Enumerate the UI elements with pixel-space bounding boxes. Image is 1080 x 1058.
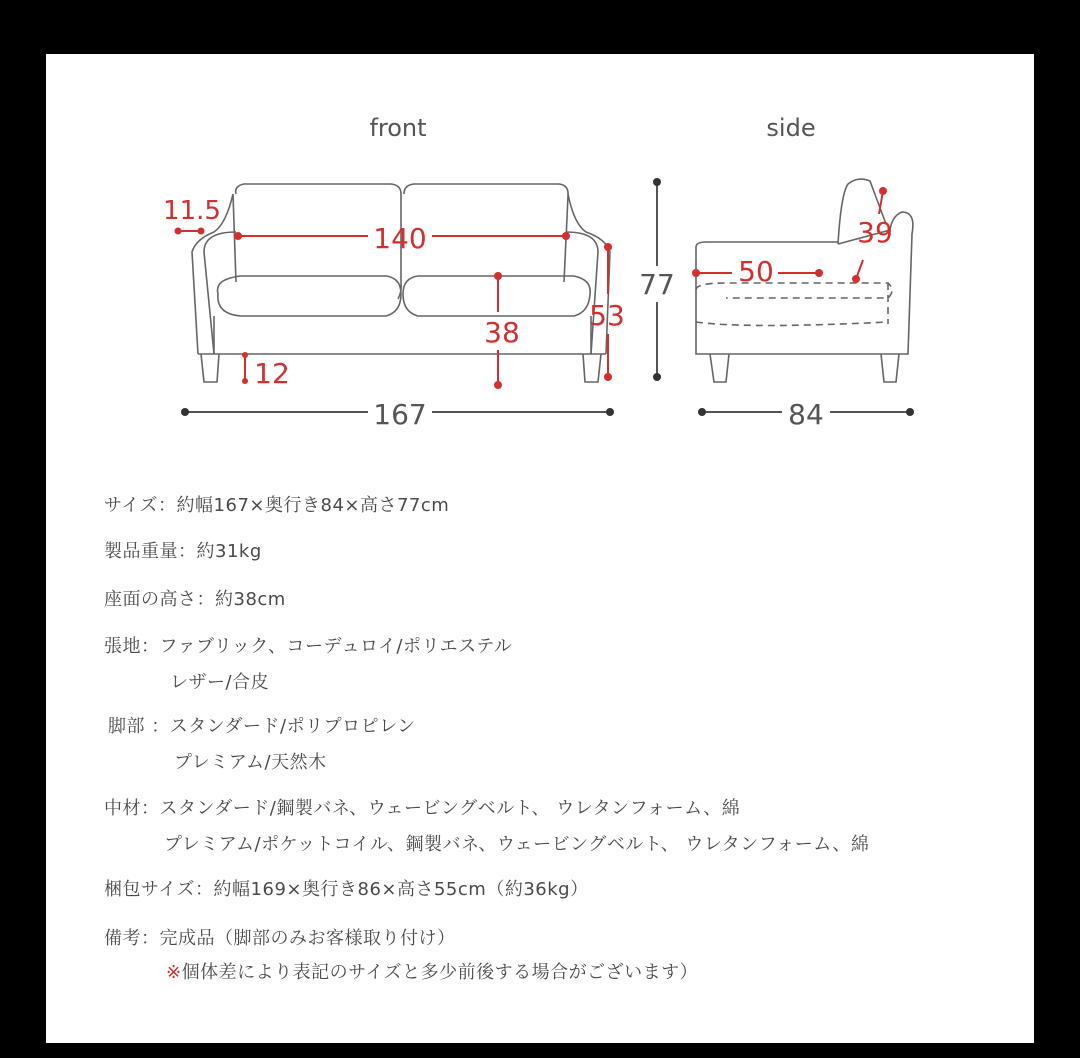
side-label: side — [766, 114, 816, 142]
front-sofa-drawing — [192, 184, 610, 382]
spec-weight: 製品重量：約31kg — [104, 541, 262, 562]
front-dimensions — [163, 196, 625, 431]
spec-legs-2: プレミアム/天然木 — [174, 752, 327, 773]
spec-inner-2: プレミアム/ポケットコイル、鋼製バネ、ウェービングベルト、 ウレタンフォーム、綿 — [164, 834, 870, 855]
dim-seat-depth: 50 — [738, 255, 774, 288]
spec-card — [46, 54, 1034, 1043]
front-label: front — [369, 114, 427, 142]
spec-inner: 中材：スタンダード/鋼製バネ、ウェービングベルト、 ウレタンフォーム、綿 — [104, 798, 741, 819]
spec-remarks: 備考：完成品（脚部のみお客様取り付け） — [104, 928, 456, 949]
side-dimensions — [639, 178, 914, 431]
spec-remarks-2 — [166, 964, 698, 982]
dim-seat-width: 140 — [373, 222, 427, 255]
dim-seat-height: 38 — [484, 316, 520, 349]
spec-seat-height: 座面の高さ：約38cm — [104, 589, 286, 610]
dim-leg-height: 12 — [254, 357, 290, 390]
dim-total-height: 77 — [639, 268, 675, 301]
spec-package: 梱包サイズ：約幅169×奥行き86×高さ55cm（約36kg） — [104, 879, 589, 900]
dim-arm-height: 53 — [589, 299, 625, 332]
note-text: 個体差により表記のサイズと多少前後する場合がございます） — [181, 962, 699, 983]
dim-total-depth: 84 — [788, 398, 824, 431]
note-mark: ※ — [166, 962, 182, 983]
spec-upholstery: 張地：ファブリック、コーデュロイ/ポリエステル — [104, 636, 513, 657]
dim-total-width: 167 — [373, 398, 427, 431]
spec-size: サイズ：約幅167×奥行き84×高さ77cm — [104, 495, 450, 516]
spec-legs: 脚部 ：スタンダード/ポリプロピレン — [108, 716, 416, 737]
spec-upholstery-2: レザー/合皮 — [170, 672, 270, 693]
dim-back-height: 39 — [857, 216, 893, 249]
sofa-dimension-diagram — [46, 54, 1034, 494]
dim-arm-width: 11.5 — [163, 196, 221, 226]
